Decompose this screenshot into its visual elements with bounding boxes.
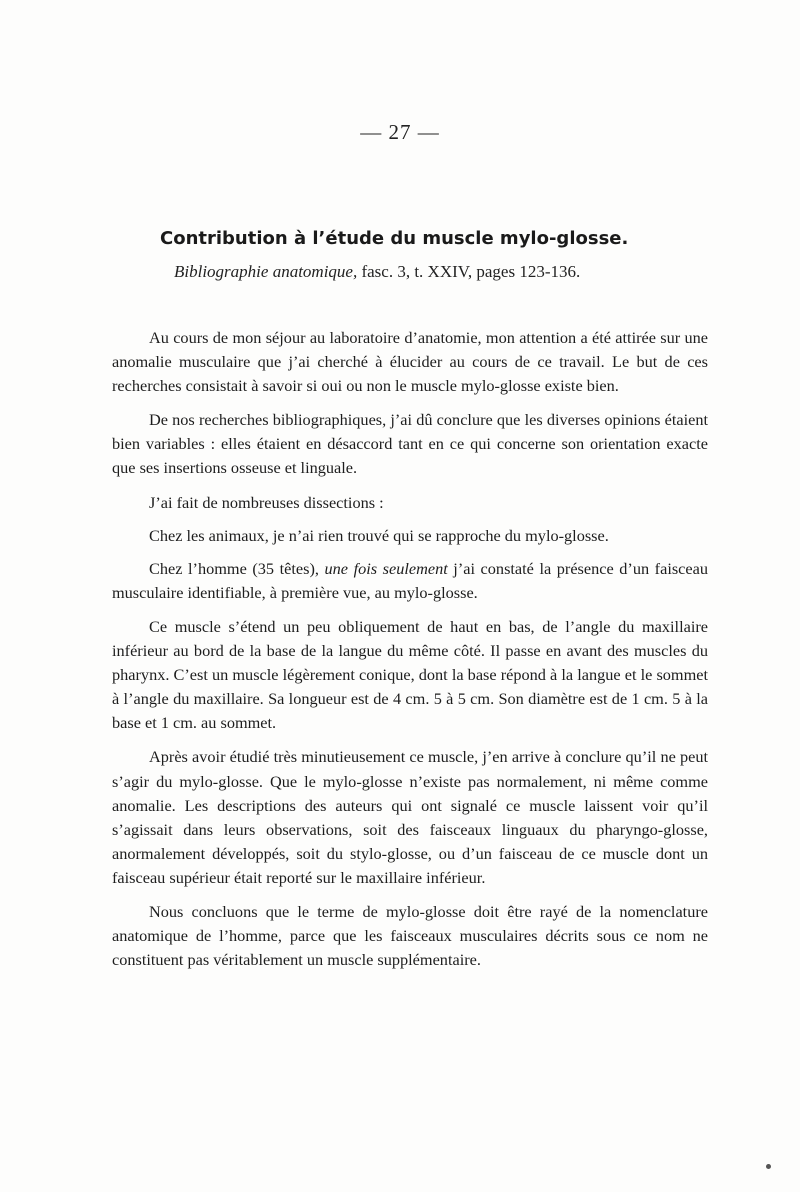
paragraph-2: De nos recherches bibliographiques, j’ai dû conclure que les diverses opinions étaient bien variables : elles étaient en désaccord tant en ce qui concerne son orientation exacte que ses insertions osseuse et linguale. — [112, 410, 708, 478]
paragraph-1: Au cours de mon séjour au laboratoire d’anatomie, mon attention a été attirée sur une anomalie musculaire que j’ai cherché à élucider au cours de ce travail. Le but de ces recherches consistait à savoir si oui ou non le muscle mylo-glosse existe bien. — [112, 328, 708, 396]
paragraph-5 — [112, 557, 708, 605]
paragraph-7: Après avoir étudié très minutieusement ce muscle, j’en arrive à conclure qu’il ne peut s’agir du mylo-glosse. Que le mylo-glosse n’existe pas normalement, ni même comme anomalie. Les descriptions des auteurs qui ont signalé ce muscle laissent voir qu’il s’agissait dans leurs observations, soit des faisceaux linguaux du pharyngo-glosse, anormalement développés, soit du stylo-glosse, ou d’un faisceau de ce muscle dont un faisceau supérieur était reporté sur le maxillaire inférieur. — [112, 747, 708, 887]
paragraph-5-emphasis: une fois seulement — [324, 558, 448, 578]
page-number: — 27 — — [360, 120, 440, 144]
ink-speck — [766, 1164, 771, 1169]
citation-journal: Bibliographie anatomique, — [174, 262, 358, 281]
citation-details: fasc. 3, t. XXIV, pages 123-136. — [357, 262, 581, 281]
paragraph-4: Chez les animaux, je n’ai rien trouvé qui se rapproche du mylo-glosse. — [149, 525, 609, 545]
section-heading: Contribution à l’étude du muscle mylo-glosse. — [160, 228, 629, 249]
paragraph-5-end: j’ai constaté la présence d’un faisceau musculaire identifiable, à première vue, au mylo-glosse. — [112, 558, 708, 602]
paragraph-8: Nous concluons que le terme de mylo-glosse doit être rayé de la nomenclature anatomique de l’homme, parce que les faisceaux musculaires décrits sous ce nom ne constituent pas véritablement un muscle supplémentaire. — [112, 901, 708, 970]
paragraph-3: J’ai fait de nombreuses dissections : — [149, 492, 384, 512]
paragraph-5-start: Chez l’homme (35 têtes), — [149, 558, 325, 578]
citation — [174, 262, 580, 282]
body-text — [112, 326, 708, 982]
paragraph-6: Ce muscle s’étend un peu obliquement de haut en bas, de l’angle du maxillaire inférieur au bord de la base de la langue du même côté. Il passe en avant des muscles du pharynx. C’est un muscle légèrement conique, dont la base répond à la langue et le sommet à l’angle du maxillaire. Sa longueur est de 4 cm. 5 à 5 cm. Son diamètre est de 1 cm. 5 à la base et 1 cm. au sommet. — [112, 616, 708, 733]
